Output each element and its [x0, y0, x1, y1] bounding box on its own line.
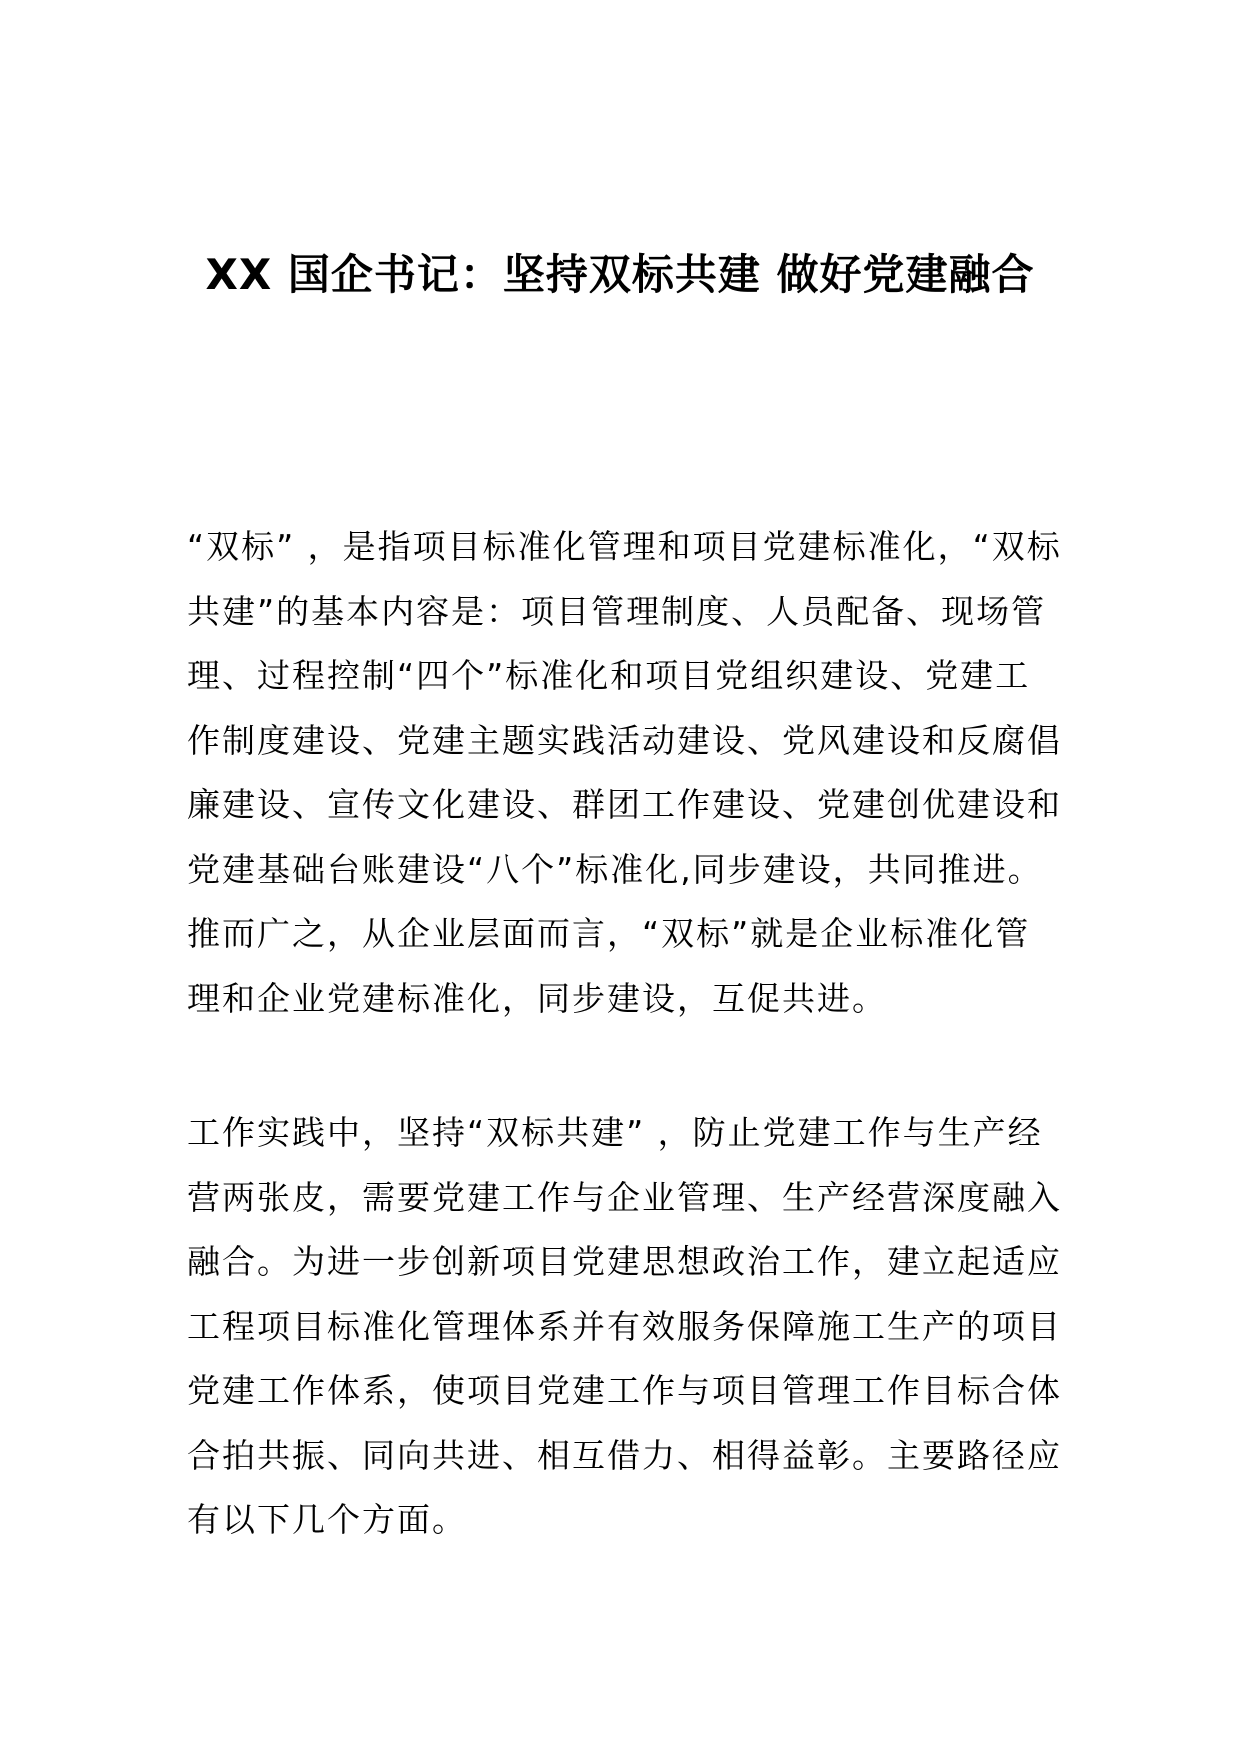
paragraph-line: 共建”的基本内容是：项目管理制度、人员配备、现场管	[187, 591, 1047, 631]
paragraph-line: 营两张皮，需要党建工作与企业管理、生产经营深度融入	[187, 1177, 1062, 1217]
paragraph-1	[187, 515, 1062, 1031]
paragraph-line: 融合。为进一步创新项目党建思想政治工作，建立起适应	[187, 1242, 1062, 1281]
paragraph-line: 有以下几个方面。	[187, 1500, 467, 1539]
paragraph-line: 推而广之，从企业层面而言，“双标”就是企业标准化管	[187, 914, 1031, 953]
paragraph-2	[187, 1101, 1062, 1553]
paragraph-line: 廉建设、宣传文化建设、群团工作建设、党建创优建设和	[187, 785, 1062, 824]
paragraph-line: 理、过程控制“四个”标准化和项目党组织建设、党建工	[187, 656, 1031, 695]
paragraph-line: 作制度建设、党建主题实践活动建设、党风建设和反腐倡	[187, 720, 1062, 760]
document-title: XX 国企书记：坚持双标共建 做好党建融合	[205, 250, 1035, 299]
paragraph-line: “双标” ，是指项目标准化管理和项目党建标准化，“双标	[187, 527, 1062, 566]
paragraph-line: 合拍共振、同向共进、相互借力、相得益彰。主要路径应	[187, 1435, 1062, 1475]
paragraph-line: 工作实践中，坚持“双标共建” ，防止党建工作与生产经	[187, 1113, 1043, 1152]
paragraph-line: 党建工作体系，使项目党建工作与项目管理工作目标合体	[187, 1371, 1062, 1410]
paragraph-line: 党建基础台账建设“八个”标准化,同步建设，共同推进。	[187, 849, 1043, 889]
paragraph-line: 理和企业党建标准化，同步建设，互促共进。	[187, 978, 887, 1018]
paragraph-line: 工程项目标准化管理体系并有效服务保障施工生产的项目	[187, 1306, 1062, 1346]
